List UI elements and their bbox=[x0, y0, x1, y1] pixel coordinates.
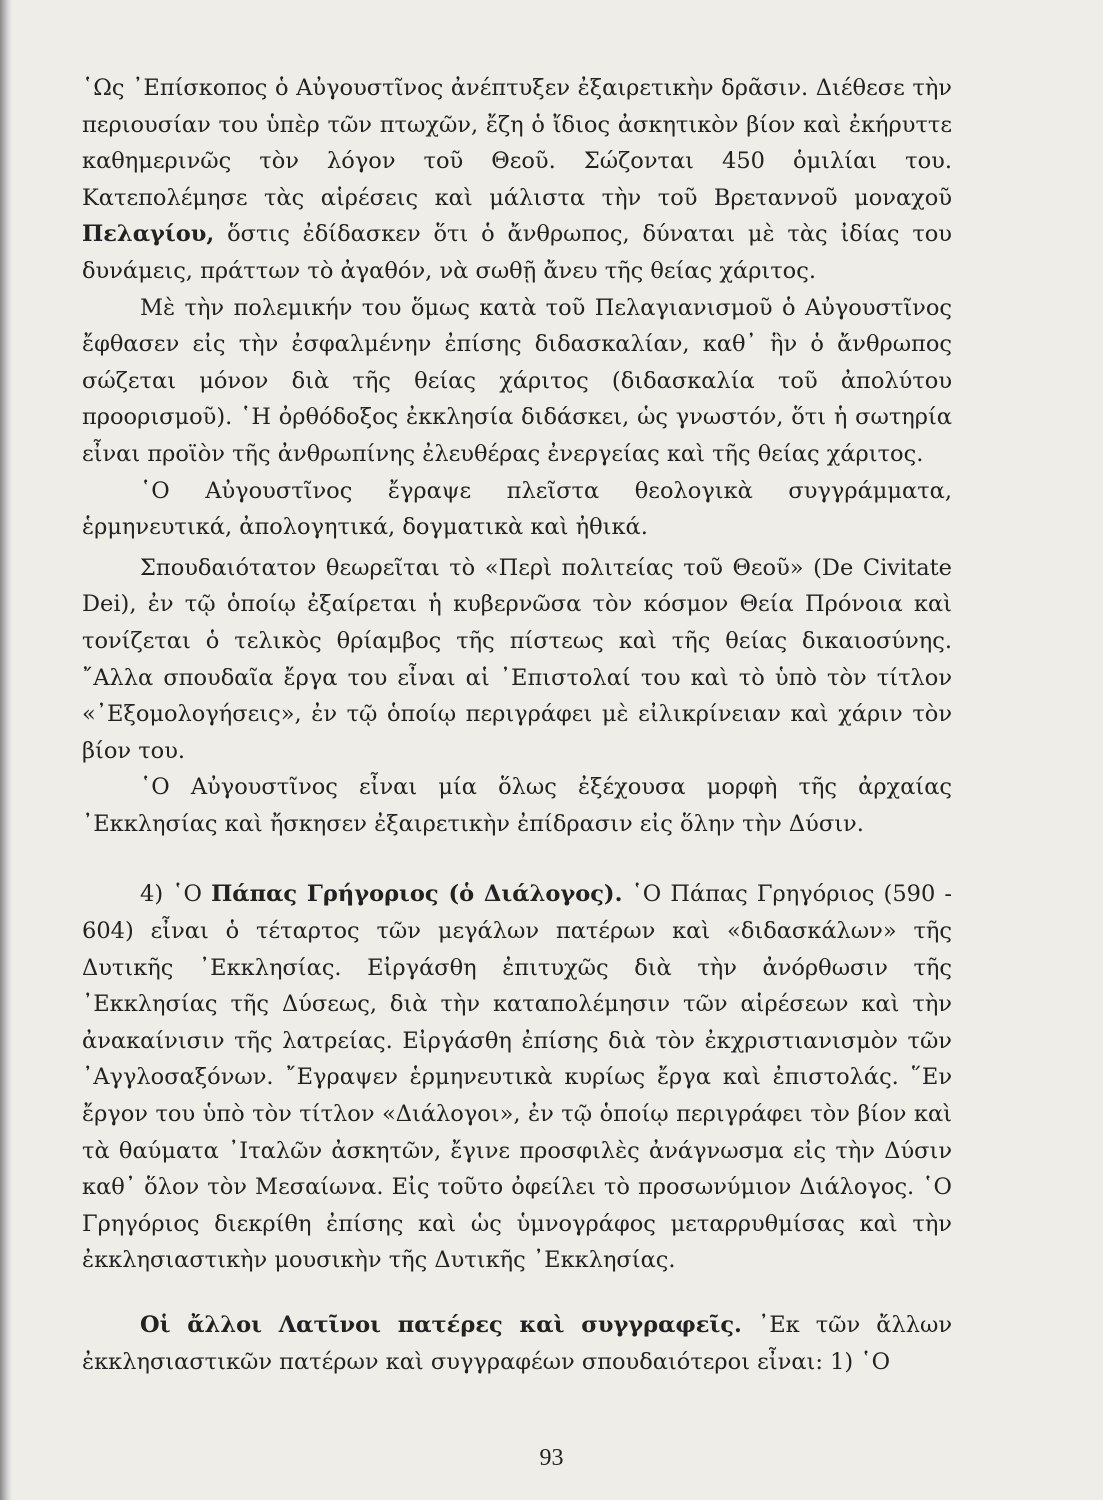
paragraph-augustine-writings bbox=[82, 473, 952, 546]
paragraph-text: ῾Ο Πάπας Γρηγόριος (590 - 604) εἶναι ὁ τέταρτος τῶν μεγάλων πατέρων καὶ «διδασκάλων» τῆς Δυτικῆς ᾿Εκκλησίας. Εἰργάσθη ἐπιτυχῶς διὰ τὴν ἀνόρθωσιν τῆς ᾿Εκκλησίας τῆς Δύσεως, διὰ τὴν καταπολέμησιν τῶν αἱρέσεων καὶ τὴν ἀνακαίνισιν τῆς λατρείας. Εἰργάσθη ἐπίσης διὰ τὸν ἐκχριστιανισμὸν τῶν ᾿Αγγλοσαξόνων. ῎Εγραψεν ἑρμηνευτικὰ κυρίως ἔργα καὶ ἐπιστολάς. ῞Εν ἔργον του ὑπὸ τὸν τίτλον «Διάλογοι», ἐν τῷ ὁποίῳ περιγράφει τὸν βίον καὶ τὰ θαύματα ᾿Ιταλῶν ἀσκητῶν, ἔγινε προσφιλὲς ἀνάγνωσμα εἰς τὴν Δύσιν καθ᾿ ὅλον τὸν Μεσαίωνα. Εἰς τοῦτο ὀφείλει τὸ προσωνύμιον Διάλογος. ῾Ο Γρηγόριος διεκρίθη ἐπίσης καὶ ὡς ὑμνογράφος μεταρρυθμίσας καὶ τὴν ἐκκλησιαστικὴν μουσικὴν τῆς Δυτικῆς ᾿Εκκλησίας. bbox=[82, 881, 952, 1274]
page-number: 93 bbox=[539, 1445, 564, 1471]
paragraph-text: ῾Ο Αὐγουστῖνος εἶναι μία ὅλως ἐξέχουσα μορφὴ τῆς ἀρχαίας ᾿Εκκλησίας καὶ ἤσκησεν ἐξαιρετικὴν ἐπίδρασιν εἰς ὅλην τὴν Δύσιν. bbox=[82, 774, 952, 837]
section-heading-latin-fathers: Οἱ ἄλλοι Λατῖνοι πατέρες καὶ συγγραφεῖς. bbox=[140, 1312, 742, 1338]
book-binding-edge bbox=[0, 0, 12, 1500]
paragraph-pelagianism bbox=[82, 290, 952, 473]
paragraph-augustine-influence bbox=[82, 769, 952, 842]
paragraph-text: ᾿Εκ τῶν ἄλλων ἐκκλησιαστικῶν πατέρων καὶ συγγραφέων σπουδαιότεροι εἶναι: 1) ῾Ο bbox=[82, 1312, 953, 1375]
paragraph-text: Σπουδαιότατον θεωρεῖται τὸ «Περὶ πολιτείας τοῦ Θεοῦ» (De Civitate Dei), ἐν τῷ ὁποίῳ ἐξαίρεται ἡ κυβερνῶσα τὸν κόσμον Θεία Πρόνοια καὶ τονίζεται ὁ τελικὸς θρίαμβος τῆς πίστεως καὶ τῆς θείας δικαιοσύνης. ῎Αλλα σπουδαῖα ἔργα του εἶναι αἱ ᾿Επιστολαί του καὶ τὸ ὑπὸ τὸν τίτλον «᾿Εξομολογήσεις», ἐν τῷ ὁποίῳ περιγράφει μὲ εἰλικρίνειαν καὶ χάριν τὸν βίον του. bbox=[82, 554, 952, 764]
paragraph-text: ῾Ο Αὐγουστῖνος ἔγραψε πλεῖστα θεολογικὰ συγγράμματα, ἑρμηνευτικά, ἀπολογητικά, δογματικὰ καὶ ἠθικά. bbox=[82, 477, 952, 541]
paragraph-city-of-god bbox=[82, 550, 952, 770]
page-body bbox=[82, 70, 952, 1380]
section-lead: 4) ῾Ο bbox=[140, 881, 212, 908]
paragraph-pope-gregory bbox=[82, 876, 952, 1279]
paragraph-other-latin-fathers bbox=[82, 1307, 952, 1380]
paragraph-augustine-bishop bbox=[82, 70, 952, 290]
section-heading-pope-gregory: Πάπας Γρήγοριος (ὁ Διάλογος). bbox=[211, 881, 623, 908]
bold-name-pelagius: Πελαγίου, bbox=[82, 221, 215, 248]
paragraph-text: ῾Ως ᾿Επίσκοπος ὁ Αὐγουστῖνος ἀνέπτυξεν ἐξαιρετικὴν δρᾶσιν. Διέθεσε τὴν περιουσίαν του ὑπὲρ τῶν πτωχῶν, ἔζη ὁ ἴδιος ἀσκητικὸν βίον καὶ ἐκήρυττε καθημερινῶς τὸν λόγον τοῦ Θεοῦ. Σώζονται 450 ὁμιλίαι του. Κατεπολέμησε τὰς αἱρέσεις καὶ μάλιστα τὴν τοῦ Βρεταννοῦ μοναχοῦ bbox=[82, 75, 952, 211]
paragraph-text-continued: ὅστις ἐδίδασκεν ὅτι ὁ ἄνθρωπος, δύναται μὲ τὰς ἰδίας του δυνάμεις, πράττων τὸ ἀγαθόν, νὰ σωθῇ ἄνευ τῆς θείας χάριτος. bbox=[82, 221, 952, 284]
paragraph-text: Μὲ τὴν πολεμικήν του ὅμως κατὰ τοῦ Πελαγιανισμοῦ ὁ Αὐγουστῖνος ἔφθασεν εἰς τὴν ἐσφαλμένην ἐπίσης διδασκαλίαν, καθ᾿ ἣν ὁ ἄνθρωπος σώζεται μόνον διὰ τῆς θείας χάριτος (διδασκαλία τοῦ ἀπολύτου προορισμοῦ). ῾Η ὀρθόδοξος ἐκκλησία διδάσκει, ὡς γνωστόν, ὅτι ἡ σωτηρία εἶναι προϊὸν τῆς ἀνθρωπίνης ἐλευθέρας ἐνεργείας καὶ τῆς θείας χάριτος. bbox=[82, 294, 952, 467]
